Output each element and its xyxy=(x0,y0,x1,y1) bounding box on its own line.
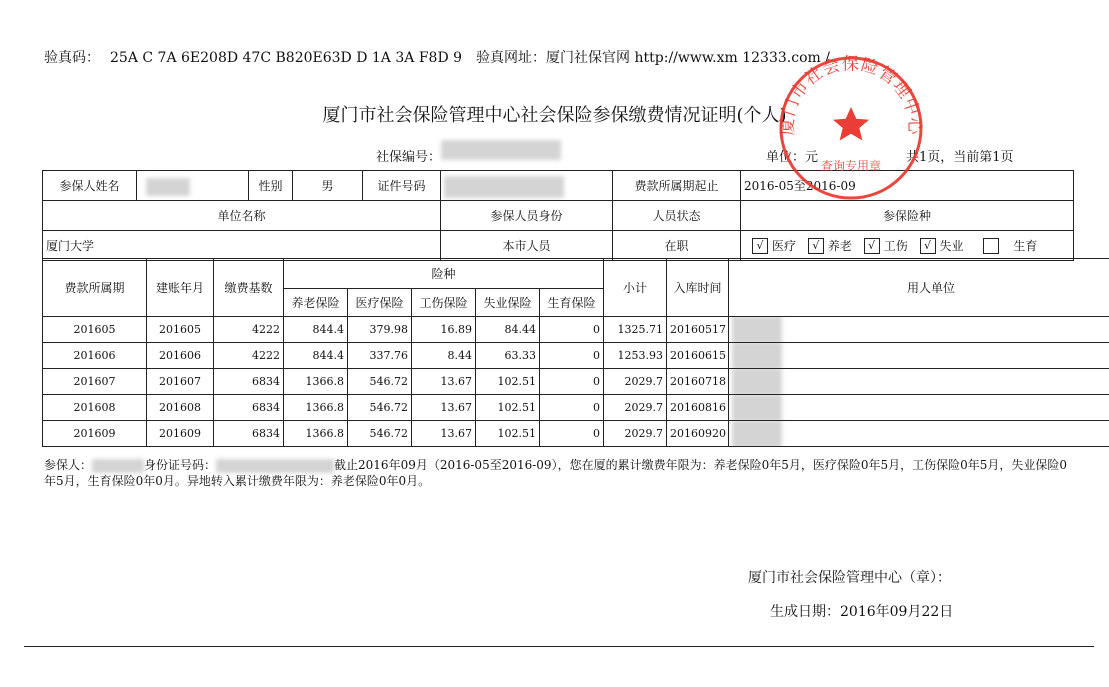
cell-injury: 8.44 xyxy=(412,343,476,369)
cell-injury: 13.67 xyxy=(412,421,476,447)
name-label: 参保人姓名 xyxy=(43,171,137,201)
ss-number-label: 社保编号： xyxy=(376,150,442,165)
cell-unemployment: 102.51 xyxy=(476,395,540,421)
cell-medical: 546.72 xyxy=(348,421,412,447)
table-row xyxy=(43,369,1109,395)
summary-insured-label: 参保人： xyxy=(44,458,93,472)
checkbox-label: 养老 xyxy=(827,239,852,253)
checkbox-label: 工伤 xyxy=(883,239,908,253)
bottom-divider xyxy=(24,646,1094,647)
col-base: 缴费基数 xyxy=(214,259,284,317)
official-seal-stamp xyxy=(778,55,924,201)
summary-paragraph xyxy=(44,457,1074,489)
gender-value: 男 xyxy=(293,171,363,201)
table-row xyxy=(43,317,1109,343)
cell-maternity: 0 xyxy=(540,421,604,447)
cell-period: 201607 xyxy=(43,369,147,395)
id-value-redacted xyxy=(441,171,613,201)
cell-entry-date: 20160718 xyxy=(667,369,729,395)
col-employer: 用人单位 xyxy=(729,259,1109,317)
unit-label: 单位：元 xyxy=(766,150,819,165)
cell-period: 201608 xyxy=(43,395,147,421)
period-value: 2016-05至2016-09 xyxy=(741,171,1074,201)
verify-url-label: 验真网址： xyxy=(476,50,547,66)
seal-inner-text: 查询专用章 xyxy=(820,159,882,173)
cell-unemployment: 84.44 xyxy=(476,317,540,343)
checkbox-unemployment: √ xyxy=(920,238,936,254)
employer-value: 厦门大学 xyxy=(43,231,441,261)
cell-injury: 13.67 xyxy=(412,395,476,421)
cell-injury: 13.67 xyxy=(412,369,476,395)
insurance-types xyxy=(741,231,1074,261)
cell-account-month: 201609 xyxy=(147,421,214,447)
cell-period: 201609 xyxy=(43,421,147,447)
contribution-records-table xyxy=(42,258,1109,447)
cell-entry-date: 20160920 xyxy=(667,421,729,447)
cell-entry-date: 20160816 xyxy=(667,395,729,421)
checkbox-maternity xyxy=(983,238,999,254)
cell-medical: 337.76 xyxy=(348,343,412,369)
cell-medical: 379.98 xyxy=(348,317,412,343)
col-pension: 养老保险 xyxy=(284,289,348,317)
summary-id-label: 身份证号码： xyxy=(144,458,217,472)
cell-base: 4222 xyxy=(214,317,284,343)
gender-label: 性别 xyxy=(249,171,293,201)
cell-entry-date: 20160517 xyxy=(667,317,729,343)
cell-account-month: 201605 xyxy=(147,317,214,343)
cell-employer-redacted xyxy=(729,421,1109,447)
checkbox-label: 生育 xyxy=(1013,239,1038,253)
col-unemployment: 失业保险 xyxy=(476,289,540,317)
cell-base: 6834 xyxy=(214,421,284,447)
col-insurance: 险种 xyxy=(284,259,604,289)
insurance-types-header: 参保险种 xyxy=(741,201,1074,231)
cell-unemployment: 102.51 xyxy=(476,421,540,447)
checkbox-medical: √ xyxy=(752,238,768,254)
table-row xyxy=(43,395,1109,421)
cell-maternity: 0 xyxy=(540,317,604,343)
cell-period: 201606 xyxy=(43,343,147,369)
period-label: 费款所属期起止 xyxy=(613,171,741,201)
name-value-redacted xyxy=(137,171,249,201)
cell-pension: 844.4 xyxy=(284,317,348,343)
redacted-ss-number xyxy=(441,140,561,160)
cell-pension: 1366.8 xyxy=(284,421,348,447)
cell-subtotal: 2029.7 xyxy=(604,421,667,447)
cell-maternity: 0 xyxy=(540,369,604,395)
seal-ring-text: 厦门市社会保险管理中心 xyxy=(778,55,924,136)
redacted-insured-name xyxy=(92,459,144,473)
cell-subtotal: 2029.7 xyxy=(604,369,667,395)
cell-pension: 1366.8 xyxy=(284,395,348,421)
checkbox-pension: √ xyxy=(808,238,824,254)
cell-maternity: 0 xyxy=(540,395,604,421)
issuing-organization: 厦门市社会保险管理中心（章）： xyxy=(748,570,951,586)
cell-base: 6834 xyxy=(214,395,284,421)
cell-pension: 844.4 xyxy=(284,343,348,369)
page-info: 共1页，当前第1页 xyxy=(906,150,1014,165)
cell-employer-redacted xyxy=(729,343,1109,369)
checkbox-label: 失业 xyxy=(939,239,964,253)
cell-unemployment: 102.51 xyxy=(476,369,540,395)
generation-date: 生成日期：2016年09月22日 xyxy=(770,604,954,620)
col-medical: 医疗保险 xyxy=(348,289,412,317)
cell-period: 201605 xyxy=(43,317,147,343)
cell-employer-redacted xyxy=(729,395,1109,421)
cell-subtotal: 1325.71 xyxy=(604,317,667,343)
cell-subtotal: 1253.93 xyxy=(604,343,667,369)
cell-maternity: 0 xyxy=(540,343,604,369)
verify-url-value[interactable]: 厦门社保官网 http://www.xm 12333.com / xyxy=(546,50,830,66)
id-label: 证件号码 xyxy=(363,171,441,201)
seal-star-icon xyxy=(833,107,869,141)
cell-account-month: 201608 xyxy=(147,395,214,421)
cell-injury: 16.89 xyxy=(412,317,476,343)
cell-account-month: 201607 xyxy=(147,369,214,395)
employer-header: 单位名称 xyxy=(43,201,441,231)
cell-base: 6834 xyxy=(214,369,284,395)
fax-verification-line xyxy=(44,47,840,67)
cell-employer-redacted xyxy=(729,369,1109,395)
cell-unemployment: 63.33 xyxy=(476,343,540,369)
cell-subtotal: 2029.7 xyxy=(604,395,667,421)
redacted-id-number xyxy=(216,459,334,473)
cell-employer-redacted xyxy=(729,317,1109,343)
identity-header: 参保人员身份 xyxy=(441,201,613,231)
status-header: 人员状态 xyxy=(613,201,741,231)
cell-base: 4222 xyxy=(214,343,284,369)
col-entry-date: 入库时间 xyxy=(667,259,729,317)
col-subtotal: 小计 xyxy=(604,259,667,317)
sub-header-line xyxy=(0,146,1109,164)
col-maternity: 生育保险 xyxy=(540,289,604,317)
verify-code-label: 验真码： xyxy=(44,50,100,66)
checkbox-label: 医疗 xyxy=(772,239,797,253)
document-title: 厦门市社会保险管理中心社会保险参保缴费情况证明(个人) xyxy=(322,105,787,126)
checkbox-injury: √ xyxy=(864,238,880,254)
col-account-month: 建账年月 xyxy=(147,259,214,317)
cell-entry-date: 20160615 xyxy=(667,343,729,369)
cell-medical: 546.72 xyxy=(348,395,412,421)
summary-text: 截止2016年09月（2016-05至2016-09），您在厦的累计缴费年限为：养老保险0年5月，医疗保险0年5月，工伤保险0年5月，失业保险0年5月，生育保险0年0月。异地转入累计缴费年限为：养老保险0年0月。 xyxy=(44,458,1068,488)
status-value: 在职 xyxy=(613,231,741,261)
table-row xyxy=(43,343,1109,369)
identity-value: 本市人员 xyxy=(441,231,613,261)
col-period: 费款所属期 xyxy=(43,259,147,317)
col-injury: 工伤保险 xyxy=(412,289,476,317)
table-row xyxy=(43,421,1109,447)
cell-pension: 1366.8 xyxy=(284,369,348,395)
cell-medical: 546.72 xyxy=(348,369,412,395)
verify-code-value: 25A C 7A 6E208D 47C B820E63D D 1A 3A F8D 9 xyxy=(110,50,463,66)
cell-account-month: 201606 xyxy=(147,343,214,369)
